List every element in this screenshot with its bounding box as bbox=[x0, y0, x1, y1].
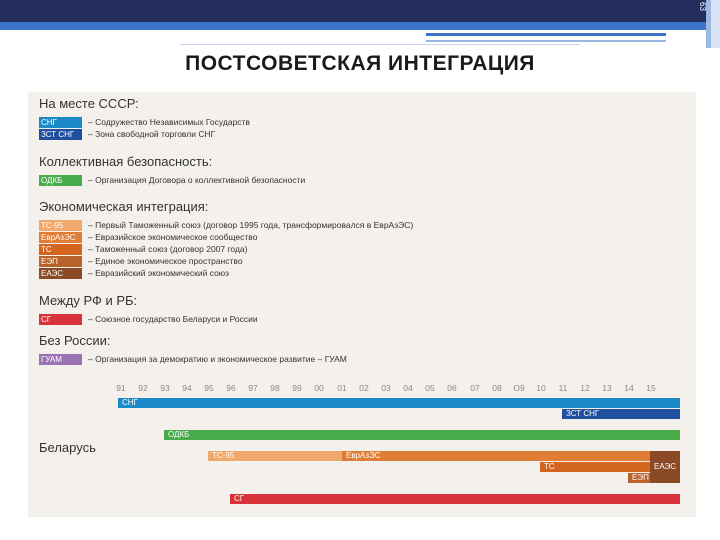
year-label: 94 bbox=[182, 383, 192, 393]
timeline-bar-tc95: ТС-95 bbox=[208, 451, 342, 461]
year-label: 92 bbox=[138, 383, 148, 393]
timeline-bar-tc: ТС bbox=[540, 462, 650, 472]
legend-desc-guam: – Организация за демократию и экономическое развитие – ГУАМ bbox=[88, 354, 347, 364]
year-label: 00 bbox=[314, 383, 324, 393]
legend-box-odkb: ОДКБ bbox=[39, 175, 82, 186]
year-label: 03 bbox=[381, 383, 391, 393]
accent-line bbox=[426, 33, 666, 36]
legend-desc-evraz: – Евразийское экономическое сообщество bbox=[88, 232, 258, 242]
legend-box-evraz: ЕврАзЭС bbox=[39, 232, 82, 243]
year-label: 97 bbox=[248, 383, 258, 393]
timeline-bar-sg: СГ bbox=[230, 494, 680, 504]
section-heading-economic: Экономическая интеграция: bbox=[39, 199, 209, 214]
year-label: 99 bbox=[292, 383, 302, 393]
legend-desc-tc: – Таможенный союз (договор 2007 года) bbox=[88, 244, 248, 254]
year-label: 04 bbox=[403, 383, 413, 393]
year-label: 01 bbox=[337, 383, 347, 393]
timeline-bar-eep: ЕЭП bbox=[628, 473, 650, 483]
year-label: 02 bbox=[359, 383, 369, 393]
legend-desc-eep: – Единое экономическое пространство bbox=[88, 256, 243, 266]
legend-desc-sng: – Содружество Независимых Государств bbox=[88, 117, 250, 127]
year-label: 07 bbox=[470, 383, 480, 393]
page-number: 63 bbox=[698, 2, 707, 11]
year-label: 08 bbox=[492, 383, 502, 393]
year-label: 93 bbox=[160, 383, 170, 393]
year-label: 06 bbox=[447, 383, 457, 393]
timeline-bar-odkb: ОДКБ bbox=[164, 430, 680, 440]
legend-desc-eaes: – Евразийский экономический союз bbox=[88, 268, 230, 278]
timeline-bar-sng: СНГ bbox=[118, 398, 680, 408]
legend-desc-zst: – Зона свободной торговли СНГ bbox=[88, 129, 216, 139]
top-header-bar bbox=[0, 0, 720, 22]
year-label: 96 bbox=[226, 383, 236, 393]
slide-title: ПОСТСОВЕТСКАЯ ИНТЕГРАЦИЯ bbox=[185, 52, 535, 75]
year-label: 98 bbox=[270, 383, 280, 393]
accent-line bbox=[180, 44, 580, 45]
year-label: 13 bbox=[602, 383, 612, 393]
legend-box-sng: СНГ bbox=[39, 117, 82, 128]
year-label: 11 bbox=[558, 383, 568, 393]
timeline-bar-eaes: ЕАЭС bbox=[650, 451, 680, 483]
section-heading-ussr: На месте СССР: bbox=[39, 96, 139, 111]
section-heading-rfrb: Между РФ и РБ: bbox=[39, 293, 138, 308]
year-label: 95 bbox=[204, 383, 214, 393]
header-stripe bbox=[0, 22, 720, 30]
legend-box-tc95: ТС-95 bbox=[39, 220, 82, 231]
section-heading-norussia: Без России: bbox=[39, 333, 111, 348]
legend-desc-tc95: – Первый Таможенный союз (договор 1995 года, трансформировался в ЕврАзЭС) bbox=[88, 220, 414, 230]
year-label: О9 bbox=[513, 383, 525, 393]
legend-desc-sg: – Союзное государство Беларуси и России bbox=[88, 314, 258, 324]
legend-box-eep: ЕЭП bbox=[39, 256, 82, 267]
year-label: 91 bbox=[116, 383, 126, 393]
legend-box-sg: СГ bbox=[39, 314, 82, 325]
legend-box-zst: ЗСТ СНГ bbox=[39, 129, 82, 140]
belarus-label: Беларусь bbox=[39, 440, 96, 455]
legend-box-guam: ГУАМ bbox=[39, 354, 82, 365]
year-label: 14 bbox=[624, 383, 634, 393]
timeline-bar-zst: ЗСТ СНГ bbox=[562, 409, 680, 419]
year-label: 05 bbox=[425, 383, 435, 393]
year-label: 10 bbox=[536, 383, 546, 393]
timeline-bar-evraz: ЕврАзЭС bbox=[342, 451, 650, 461]
year-label: 15 bbox=[646, 383, 656, 393]
accent-line bbox=[426, 40, 666, 42]
right-rail bbox=[711, 0, 720, 48]
year-label: 12 bbox=[580, 383, 590, 393]
section-heading-security: Коллективная безопасность: bbox=[39, 154, 213, 169]
legend-box-eaes: ЕАЭС bbox=[39, 268, 82, 279]
legend-desc-odkb: – Организация Договора о коллективной безопасности bbox=[88, 175, 306, 185]
legend-box-tc: ТС bbox=[39, 244, 82, 255]
